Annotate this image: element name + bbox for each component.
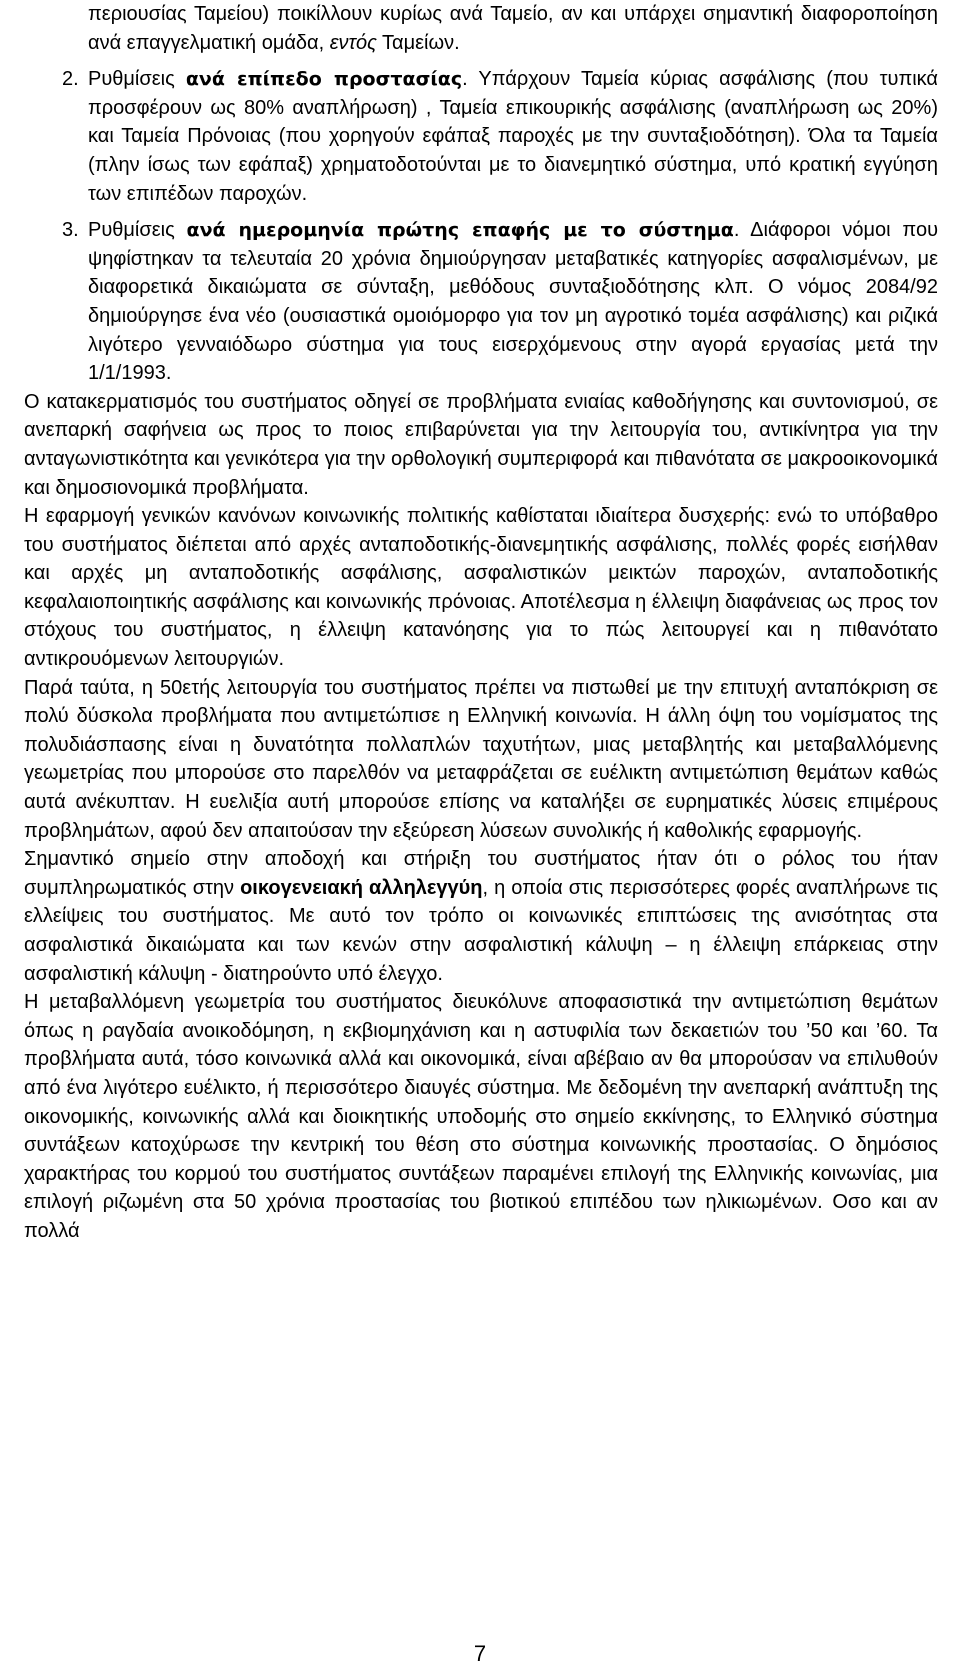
emphasis: ανά επίπεδο προστασίας xyxy=(185,68,463,91)
paragraph: Σημαντικό σημείο στην αποδοχή και στήριξη του συστήματος ήταν ότι ο ρόλος του ήταν συμπληρωματικός στην οικογενειακή αλληλεγγύη, η οποία στις περισσότερες φορές αναπλήρωνε τις ελλείψεις του συστήματος. Με αυτό τον τρόπο οι κοινωνικές επιπτώσεις της ανισότητας στα ασφαλιστικά δικαιώματα και των κενών στην ασφαλιστική κάλυψη – η έλλειψη επάρκειας στην ασφαλιστική κάλυψη - διατηρούντο υπό έλεγχο. xyxy=(24,848,938,985)
list-item: 3. Ρυθμίσεις ανά ημερομηνία πρώτης επαφής με το σύστημα. Διάφοροι νόμοι που ψηφίστηκαν τα τελευταία 20 χρόνια δημιούργησαν μεταβατικές κατηγορίες ασφαλισμένων, με διαφορετικά δικαιώματα σε σύνταξη, μεθόδους συνταξιοδότησης κλπ. Ο νόμος 2084/92 δημιούργησε ένα νέο (ουσιαστικά ομοιόμορφο για τον μη αγροτικό τομέα ασφάλισης) και ριζικά λιγότερο γενναιόδωρο σύστημα για τους εισερχόμενους στην αγορά εργασίας μετά την 1/1/1993. xyxy=(24,216,938,388)
list-item: περιουσίας Ταμείου) ποικίλλουν κυρίως ανά Ταμείο, αν και υπάρχει σημαντική διαφοροποίηση ανά επαγγελματική ομάδα, εντός Ταμείων. xyxy=(88,3,938,54)
paragraph: Η μεταβαλλόμενη γεωμετρία του συστήματος διευκόλυνε αποφασιστικά την αντιμετώπιση θεμάτων όπως η ραγδαία ανοικοδόμηση, η εκβιομηχάνιση και η αστυφιλία των δεκαετιών του ’50 και ’60. Τα προβλήματα αυτά, τόσο κοινωνικά αλλά και οικονομικά, είναι αβέβαιο αν θα μπορούσαν να επιλυθούν από ένα λιγότερο ευέλικτο, ή περισσότερο διαυγές σύστημα. Με δεδομένη την ανεπαρκή ανάπτυξη της οικονομικής, κοινωνικής αλλά και διοικητικής υποδομής στο σημείο εκκίνησης, το Ελληνικό σύστημα συντάξεων κατοχύρωσε την κεντρική του θέση στο σύστημα κοινωνικής προστασίας. Ο δημόσιος χαρακτήρας του κορμού του συστήματος συντάξεων παραμένει επιλογή της Ελληνικής κοινωνίας, μια επιλογή ριζωμένη στα 50 χρόνια προστασίας του βιοτικού επιπέδου των ηλικιωμένων. Οσο και αν πολλά xyxy=(24,991,938,1242)
list-item: 2. Ρυθμίσεις ανά επίπεδο προστασίας. Υπάρχουν Ταμεία κύριας ασφάλισης (που τυπικά προσφέρουν ως 80% αναπλήρωση) , Ταμεία επικουρικής ασφάλισης (αναπλήρωση ως 20%) και Ταμεία Πρόνοιας (που χορηγούν εφάπαξ παροχές με την συνταξιοδότηση). Όλα τα Ταμεία (πλην ίσως των εφάπαξ) χρηματοδοτούνται με το διανεμητικό σύστημα, υπό κρατική εγγύηση των επιπέδων παροχών. xyxy=(24,65,938,208)
paragraph: Παρά ταύτα, η 50ετής λειτουργία του συστήματος πρέπει να πιστωθεί με την επιτυχή ανταπόκριση σε πολύ δύσκολα προβλήματα που αντιμετώπισε η Ελληνική κοινωνία. Η άλλη όψη του νομίσματος της πολυδιάσπασης είναι η δυνατότητα πολλαπλών ταχυτήτων, μιας μεταβλητής και μεταβαλλόμενης γεωμετρίας που μπορούσε στο παρελθόν να μεταφράζεται σε ευέλικτη αντιμετώπιση θεμάτων καθώς αυτά ανέκυπταν. Η ευελιξία αυτή μπορούσε επίσης να καταλήξει σε ευρηματικές λύσεις επιμέρους προβλημάτων, αφού δεν απαιτούσαν την εξεύρεση λύσεων συνολικής ή καθολικής εφαρμογής. xyxy=(24,676,938,842)
numbered-list xyxy=(24,0,938,388)
page-number: 7 xyxy=(473,1641,487,1666)
emphasis: οικογενειακή αλληλεγγύη xyxy=(240,876,483,899)
list-number: 2. xyxy=(62,68,79,91)
paragraph: Ο κατακερματισμός του συστήματος οδηγεί σε προβλήματα ενιαίας καθοδήγησης και συντονισμού, σε ανεπαρκή σαφήνεια ως προς το ποιος επιβαρύνεται για την λειτουργία του, αντικίνητρα για την ανταγωνιστικότητα και γενικότερα για την ορθολογική συμπεριφορά και πιθανότατα σε μακροοικονομικά και δημοσιονομικά προβλήματα. xyxy=(24,390,938,499)
list-number: 3. xyxy=(62,219,79,242)
paragraph: Η εφαρμογή γενικών κανόνων κοινωνικής πολιτικής καθίσταται ιδιαίτερα δυσχερής: ενώ το υπόβαθρο του συστήματος διέπεται από αρχές ανταποδοτικής-διανεμητικής ασφάλισης, πολλές φορές εισήλθαν και αρχές μη ανταποδοτικής ασφάλισης, ασφαλιστικών μεικτών παροχών, ανταποδοτικής κεφαλαιοποιητικής ασφάλισης και κοινωνικής πρόνοιας. Αποτέλεσμα η έλλειψη διαφάνειας ως προς τον στόχους του συστήματος, η έλλειψη κατανόησης για το πώς λειτουργεί και η πιθανότατο αντικρουόμενων λειτουργιών. xyxy=(24,505,938,671)
emphasis: ανά ημερομηνία πρώτης επαφής με το σύστημα xyxy=(186,219,734,242)
